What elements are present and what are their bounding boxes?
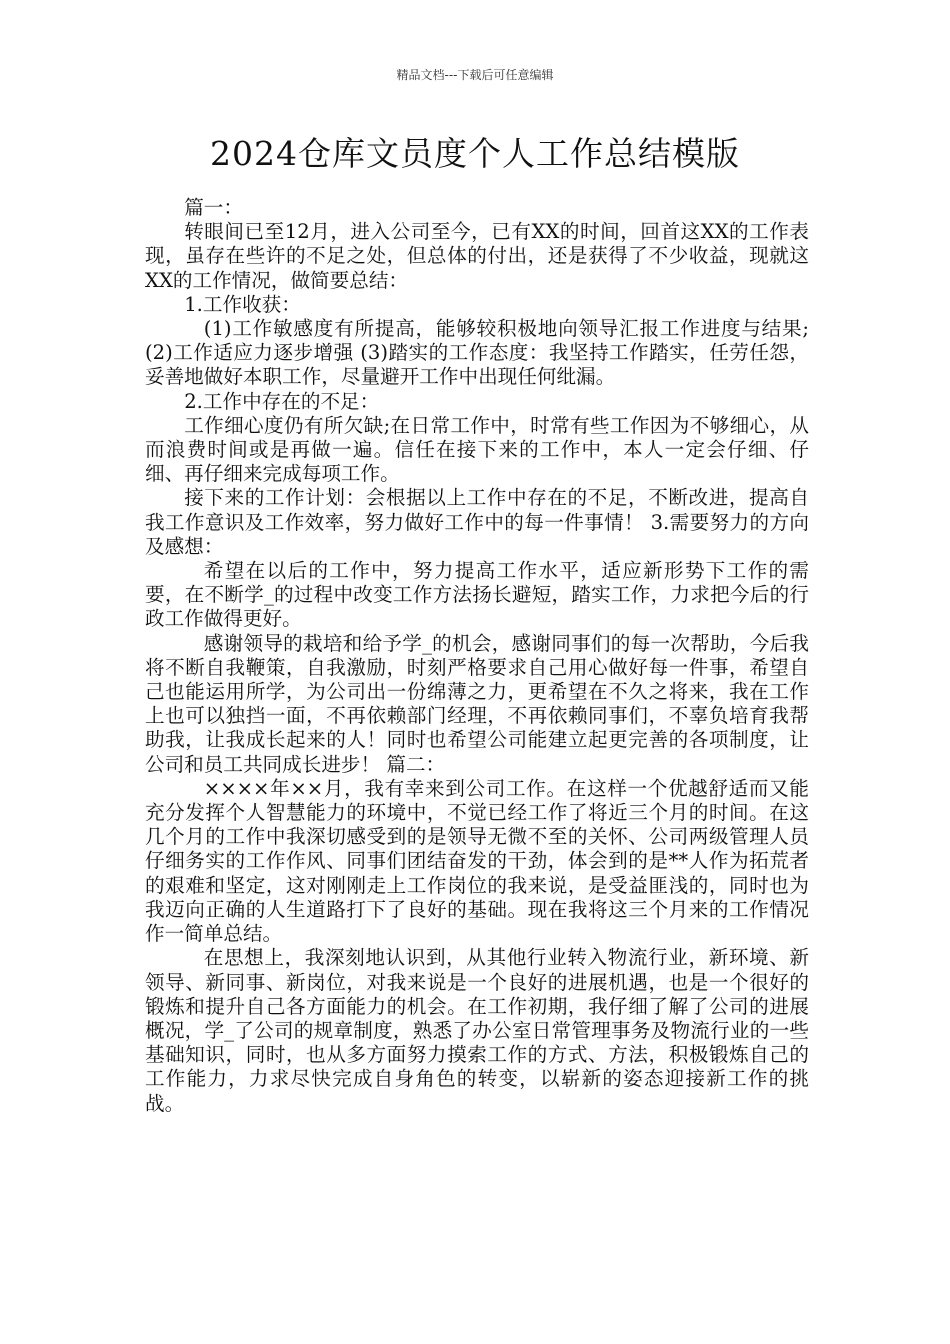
paragraph: 感谢领导的栽培和给予学_的机会，感谢同事们的每一次帮助，今后我将不断自我鞭策，自我激励，时刻严格要求自己用心做好每一件事，希望自己也能运用所学，为公司出一份绵薄之力，更希望在不久之将来，我在工作上也可以独挡一面，不再依赖部门经理，不再依赖同事们，不辜负培育我帮助我，让我成长起来的人！同时也希望公司能建立起更完善的各项制度，让公司和员工共同成长进步！ 篇二： <box>145 631 809 776</box>
document-body <box>145 196 809 1116</box>
paragraph: 在思想上，我深刻地认识到，从其他行业转入物流行业，新环境、新领导、新同事、新岗位，对我来说是一个良好的进展机遇，也是一个很好的锻炼和提升自己各方面能力的机会。在工作初期，我仔细了解了公司的进展概况，学_了公司的规章制度，熟悉了办公室日常管理事务及物流行业的一些基础知识，同时，也从多方面努力摸索工作的方式、方法，积极锻炼自己的工作能力，力求尽快完成自身角色的转变，以崭新的姿态迎接新工作的挑战。 <box>145 946 809 1115</box>
subheading: 2.工作中存在的不足： <box>184 389 380 413</box>
paragraph: ××××年××月，我有幸来到公司工作。在这样一个优越舒适而又能充分发挥个人智慧能力的环境中，不觉已经工作了将近三个月的时间。在这几个月的工作中我深切感受到的是领导无微不至的关怀、公司两级管理人员仔细务实的工作作风、同事们团结奋发的干劲，体会到的是**人作为拓荒者的艰难和坚定，这对刚刚走上工作岗位的我来说，是受益匪浅的，同时也为我迈向正确的人生道路打下了良好的基础。现在我将这三个月来的工作情况作一简单总结。 <box>145 776 809 946</box>
paragraph: 接下来的工作计划：会根据以上工作中存在的不足，不断改进，提高自我工作意识及工作效率，努力做好工作中的每一件事情！ 3.需要努力的方向及感想： <box>145 486 809 558</box>
paragraph: 工作细心度仍有所欠缺;在日常工作中，时常有些工作因为不够细心，从而浪费时间或是再做一遍。信任在接下来的工作中，本人一定会仔细、仔细、再仔细来完成每项工作。 <box>145 413 809 486</box>
subheading: 1.工作收获： <box>184 292 301 316</box>
paragraph: 希望在以后的工作中，努力提高工作水平，适应新形势下工作的需要，在不断学_的过程中改变工作方法扬长避短，踏实工作，力求把今后的行政工作做得更好。 <box>145 559 809 631</box>
document-title: 2024仓库文员度个人工作总结模版 <box>210 134 740 173</box>
paragraph: 转眼间已至12月，进入公司至今，已有XX的时间，回首这XX的工作表现，虽存在些许的不足之处，但总体的付出，还是获得了不少收益，现就这XX的工作情况，做简要总结： <box>145 220 809 292</box>
header-note: 精品文档---下载后可任意编辑 <box>396 68 554 82</box>
paragraph: (1)工作敏感度有所提高，能够较积极地向领导汇报工作进度与结果; (2)工作适应力逐步增强 (3)踏实的工作态度：我坚持工作踏实，任劳任怨，妥善地做好本职工作，尽量避开工作中出现任何纰漏。 <box>145 317 809 389</box>
section-heading-1: 篇一： <box>184 196 243 219</box>
